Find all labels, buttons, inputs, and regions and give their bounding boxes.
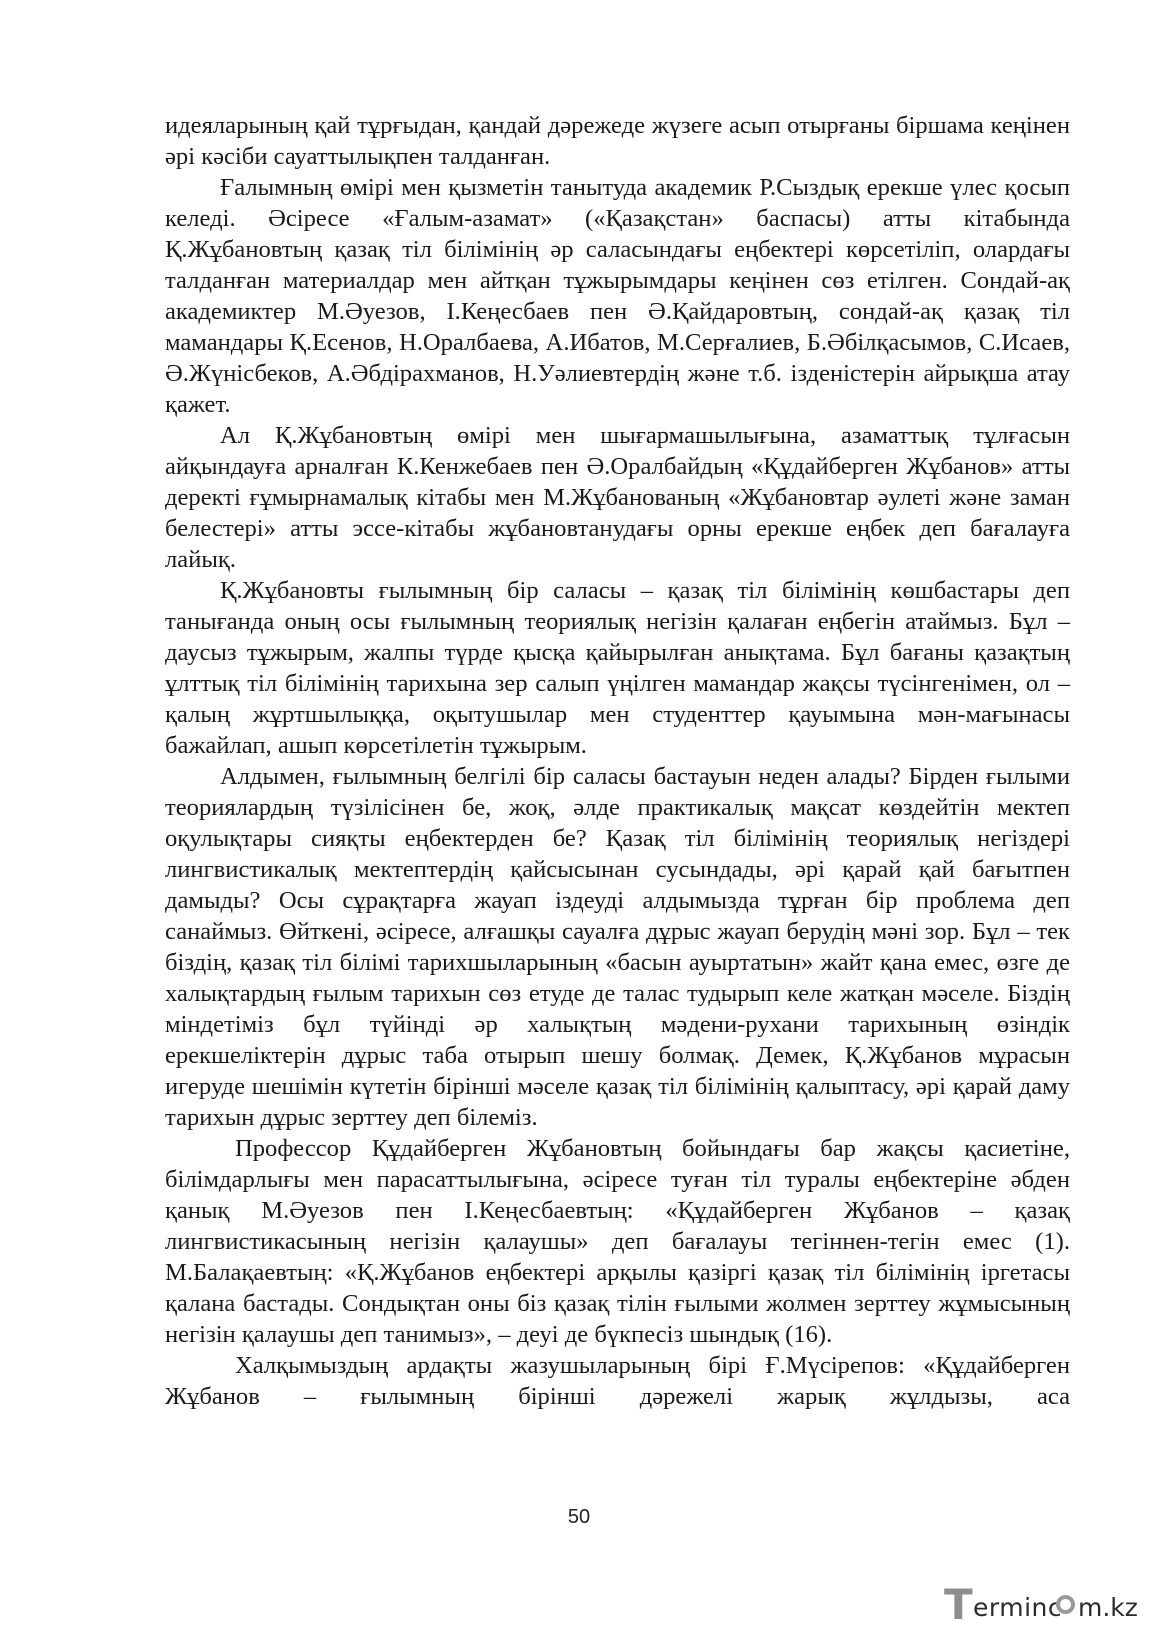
watermark-end-text: m.kz (1078, 1593, 1138, 1622)
paragraph-syzdyk-contribution: Ғалымның өмірі мен қызметін танытуда академик Р.Сыздық ерекше үлес қосып келеді. Әсіресе «Ғалым-азамат» («Қазақстан» баспасы) атты кітабында Қ.Жұбановтың қазақ тіл білімінің әр саласындағы еңбектері көрсетіліп, олардағы талданған материалдар мен айтқан тұжырымдары кеңінен сөз етілген. Сондай-ақ академиктер М.Әуезов, І.Кеңесбаев пен Ә.Қайдаровтың, сондай-ақ қазақ тіл мамандары Қ.Есенов, Н.Оралбаева, А.Ибатов, М.Серғалиев, Б.Әбілқасымов, С.Исаев, Ә.Жүнісбеков, А.Әбдірахманов, Н.Уәлиевтердің және т.б. ізденістерін айрықша атау қажет. (165, 174, 1070, 418)
paragraph-biographical-books: Ал Қ.Жұбановтың өмірі мен шығармашылығына, азаматтық тұлғасын айқындауға арналған К.Кенжебаев пен Ә.Оралбайдың «Құдайберген Жұбанов» атты деректі ғұмырнамалық кітабы мен М.Жұбанованың «Жұбановтар әулеті және заман белестері» атты эссе-кітабы жұбановтанудағы орны ерекше еңбек деп бағалауға лайық. (165, 422, 1070, 573)
page-number: 50 (567, 1506, 591, 1528)
paragraph-research-questions: Алдымен, ғылымның белгілі бір саласы бастауын неден алады? Бірден ғылыми теориялардың түзілісінен бе, жоқ, әлде практикалық мақсат көздейтін мектеп оқулықтары сияқты еңбектерден бе? Қазақ тіл білімінің теориялық негіздері лингвистикалық мектептердің қайсысынан сусындады, әрі қарай қай бағытпен дамыды? Осы сұрақтарға жауап іздеуді алдымызда тұрған бір проблема деп санаймыз. Өйткені, әсіресе, алғашқы сауалға дұрыс жауап берудің мәні зор. Бұл – тек біздің, қазақ тіл білімі тарихшыларының «басын ауыртатын» жайт қана емес, өзге де халықтардың ғылым тарихын сөз етуде де талас тудырып келе жатқан мәселе. Біздің міндетіміз бұл түйінді әр халықтың мәдени-рухани тарихының өзіндік ерекшеліктерін дұрыс таба отырып шешу болмақ. Демек, Қ.Жұбанов мұрасын игеруде шешімін күтетін бірінші мәселе қазақ тіл білімінің қалыптасу, әрі қарай даму тарихын дұрыс зерттеу деп білеміз. (165, 763, 1070, 1131)
watermark-t-letter: T (944, 1580, 973, 1629)
paragraph-theoretical-foundation: Қ.Жұбановты ғылымның бір саласы – қазақ тіл білімінің көшбастары деп танығанда оның осы ғылымның теориялық негізін қалаған еңбегін атаймыз. Бұл – даусыз тұжырым, жалпы түрде қысқа қайырылған анықтама. Бұл бағаны қазақтың ұлттық тіл білімінің тарихына зер салып үңілген мамандар жақсы түсінгенімен, ол – қалың жұртшылыққа, оқытушылар мен студенттер қауымына мән-мағынасы бажайлап, ашып көрсетілетін тұжырым. (165, 577, 1070, 759)
document-body (165, 110, 1070, 1412)
paragraph-musirepov-quote: Халқымыздың ардақты жазушыларының бірі Ғ.Мүсірепов: «Құдайберген Жұбанов – ғылымның бірінші дәрежелі жарық жұлдызы, аса (165, 1352, 1070, 1410)
watermark-ring-icon (1056, 1595, 1075, 1614)
termincom-watermark-logo (944, 1580, 1154, 1634)
paragraph-scholar-assessments: Профессор Құдайберген Жұбановтың бойындағы бар жақсы қасиетіне, білімдарлығы мен парасаттылығына, әсіресе туған тіл туралы еңбектеріне әбден қанық М.Әуезов пен І.Кеңесбаевтың: «Құдайберген Жұбанов – қазақ лингвистикасының негізін қалаушы» деп бағалауы тегіннен-тегін емес (1). М.Балақаевтың: «Қ.Жұбанов еңбектері арқылы қазіргі қазақ тіл білімінің іргетасы қалана бастады. Сондықтан оны біз қазақ тілін ғылыми жолмен зерттеу жұмысының негізін қалаушы деп танимыз», – деуі де бүкпесіз шындық (16). (165, 1135, 1070, 1348)
watermark-middle-text: erminc (973, 1593, 1063, 1622)
paragraph-continuation: идеяларының қай тұрғыдан, қандай дәрежеде жүзеге асып отырғаны біршама кеңінен әрі кәсіби сауаттылықпен талданған. (165, 112, 1070, 170)
